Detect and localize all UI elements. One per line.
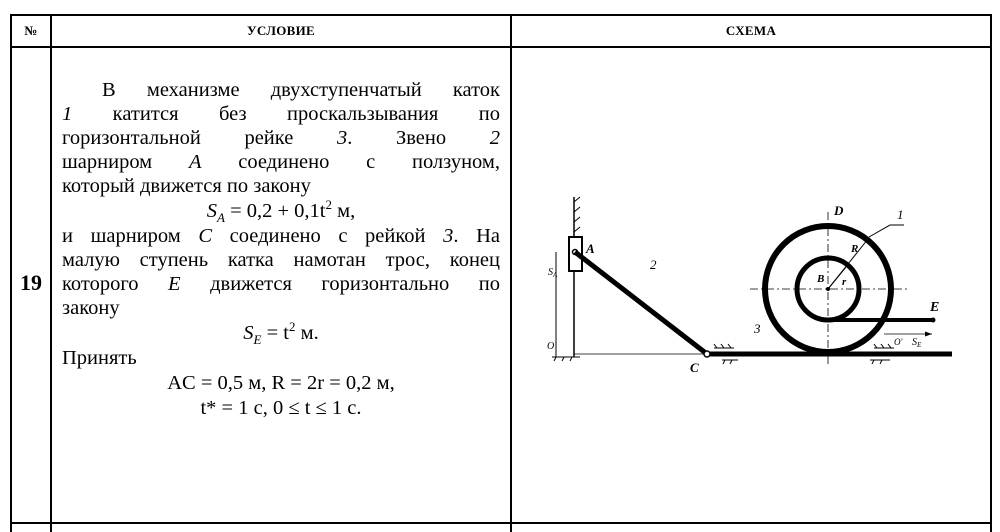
label-link-2: 2 (650, 257, 657, 272)
label-a: A (586, 241, 595, 256)
header-scheme: СХЕМА (725, 23, 777, 38)
label-se: $S_E$ (912, 337, 922, 349)
label-r-big: R (851, 243, 859, 255)
label-e: E (930, 300, 940, 315)
table-border-right (990, 14, 992, 532)
text-line-3: горизонтальной рейке 3. Звено 2 (62, 127, 501, 149)
header-number: № (24, 23, 38, 38)
label-d: D (834, 203, 844, 218)
guide-hatching (574, 197, 580, 242)
label-roller-1: 1 (897, 207, 904, 222)
label-o-prime: O' (547, 341, 557, 352)
label-rack-3: 3 (754, 321, 761, 336)
leader-1 (869, 225, 904, 237)
text-line-8: которого E движется горизонтально по (62, 273, 501, 295)
text-line-7: малую ступень катка намотан трос, конец (62, 249, 500, 271)
equation-se: $S_E = t^2$ м. (243, 319, 319, 348)
equation-params: AC = 0,5 м, R = 2r = 0,2 м, (167, 372, 395, 394)
row-number: 19 (20, 270, 42, 295)
ground-hatch-left (552, 357, 580, 361)
header-condition: УСЛОВИЕ (247, 23, 315, 38)
link-2 (575, 252, 707, 354)
equation-time: t* = 1 с, 0 ≤ t ≤ 1 с. (200, 397, 362, 419)
problem-statement (62, 78, 500, 421)
text-line-6: и шарниром C соединено с рейкой 3. На (62, 225, 501, 247)
point-d (825, 223, 831, 229)
text-line-2: 1 катится без проскальзывания по (62, 103, 500, 125)
label-b: B (817, 273, 825, 285)
text-line-10: Принять (62, 347, 137, 369)
text-line-9: закону (62, 297, 120, 319)
text-line-4: шарниром A соединено с ползуном, (62, 151, 501, 173)
center-b (826, 287, 830, 291)
se-arrowhead (925, 332, 932, 337)
label-sa: $S_A$ (548, 267, 558, 279)
text-line-5: который движется по закону (62, 175, 311, 197)
text-line-1: В механизме двухступенчатый каток (102, 79, 500, 101)
point-e (931, 318, 936, 323)
label-c: C (690, 360, 699, 375)
mechanism-diagram (512, 47, 990, 525)
equation-sa: $S_A = 0,2 + 0,1t^2$ м, (206, 197, 356, 226)
hinge-c (704, 351, 710, 357)
label-r-small: r (842, 276, 847, 288)
label-o2: O' (894, 337, 903, 347)
